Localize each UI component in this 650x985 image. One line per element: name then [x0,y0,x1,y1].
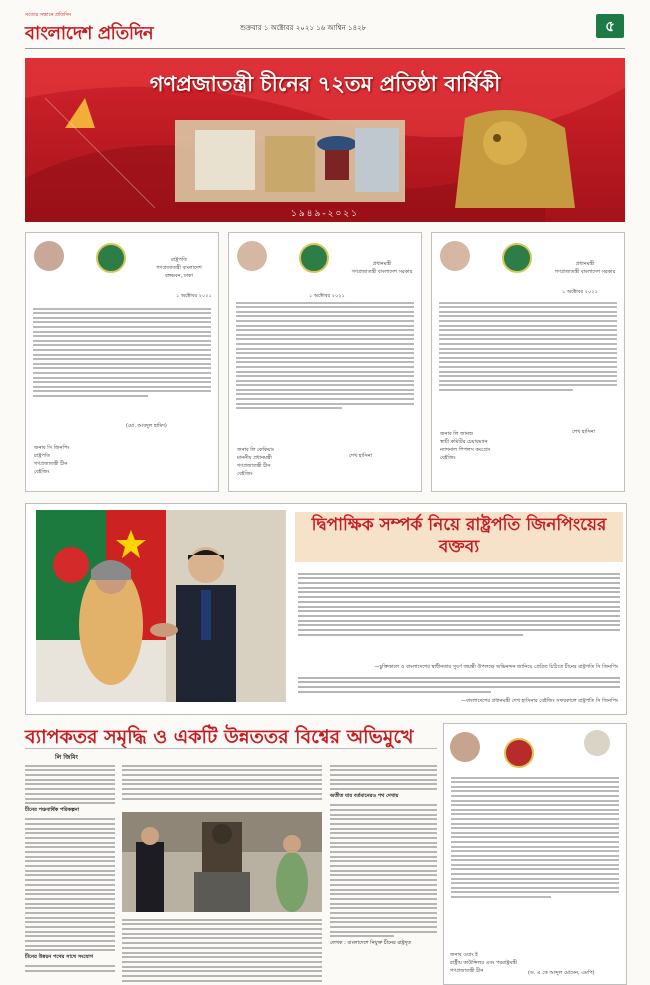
message-role: রাষ্ট্রপতি গণপ্রজাতন্ত্রী বাংলাদেশ বঙ্গভবন, ঢাকা [156,257,202,279]
article-byline: লি জিমিং [55,754,78,761]
president-photo [34,241,64,271]
message-signature: (ড. এ কে আব্দুল মোমেন, এমপি) [528,970,595,976]
masthead-tagline: সত্যের সন্ধানে প্রতিদিন [25,12,72,18]
leaders-handshake-photo [36,510,286,702]
article-subheading: অতীত যার বর্তমানেরও পথ দেখায় [330,793,399,800]
message-role: প্রধানমন্ত্রী গণপ্রজাতন্ত্রী বাংলাদেশ সরকার [554,261,616,275]
message-recipient: জনাব সি জিনপিং রাষ্ট্রপতি গণপ্রজাতন্ত্রী চীন বেইজিং [34,445,70,475]
statue-meeting-illustration [122,812,322,912]
message-date: ১ অক্টোবর ২০২১ [176,293,212,299]
ministry-seal-icon [504,738,534,768]
minister-photo [450,732,480,762]
state-seal-icon [96,243,126,273]
message-date: ১ অক্টোবর ২০২১ [309,293,345,299]
message-role: প্রধানমন্ত্রী গণপ্রজাতন্ত্রী বাংলাদেশ সরকার [351,261,413,275]
newspaper-logo[interactable]: বাংলাদেশ প্রতিদিন [25,23,154,44]
state-seal-icon [502,243,532,273]
message-recipient: জনাব লি কেকিয়াং মাননীয় প্রধানমন্ত্রী গণপ্রজাতন্ত্রী চীন বেইজিং [237,447,275,477]
message-foreign-minister [443,723,627,985]
dateline: শুক্রবার ১ অক্টোবর ২০২১ ১৬ আশ্বিন ১৪২৮ [240,24,367,32]
page-number-badge: ৫ [596,14,624,38]
message-recipient: জনাব ওয়াং ই রাষ্ট্রীয় কাউন্সিলর এবং পররাষ্ট্রমন্ত্রী গণপ্রজাতন্ত্রী চীন [450,952,518,974]
article-column-2b [122,916,322,984]
article-subheading: চীনের উন্নয়ন পথের সাথে সংযোগ [25,954,93,961]
message-signature: শেখ হাসিনা [349,453,373,459]
message-body [432,299,624,393]
feature-quote-body-2 [298,674,620,695]
article-writer-note: লেখক : বাংলাদেশে নিযুক্ত চীনের রাষ্ট্রদূত [330,940,412,947]
message-body [26,305,218,399]
anniversary-banner [25,58,625,222]
masthead-divider [25,48,625,49]
state-seal-icon [299,243,329,273]
article-column-2 [122,762,322,802]
message-prime-minister-1 [228,232,422,492]
handshake-illustration [36,510,286,702]
prime-minister-photo [237,241,267,271]
emblem-icon [584,730,610,756]
article-subheading: চীনের পঞ্চবার্ষিক পরিকল্পনা [25,807,80,814]
prime-minister-photo [440,241,470,271]
feature-quote-body-1 [298,570,620,638]
message-body [444,774,626,901]
banner-years: ১৯৪৯-২০২১ [290,209,359,219]
article-column-3 [330,762,437,948]
message-recipient: জনাব লি জানশু স্থায়ী কমিটির চেয়ারম্যান ন্যাশনাল পিপলস কংগ্রেস বেইজিং [440,431,491,461]
feature-quote-attribution-1: —চুক্তিকালে ও বাংলাদেশের স্বাধীনতার সুবর্ণ জয়ন্তী উপলক্ষে অভিনন্দন জানিয়ে প্রেরিত চিঠিতে চীনের রাষ্ট্রপতি সি জিনপিং [374,664,618,670]
article-headline: ব্যাপকতর সমৃদ্ধি ও একটি উন্নততর বিশ্বের অভিমুখে [25,726,414,748]
article-divider [25,748,437,749]
message-body [229,299,421,412]
masthead [0,0,650,64]
message-prime-minister-2 [431,232,625,492]
banner-title: গণপ্রজাতন্ত্রী চীনের ৭২তম প্রতিষ্ঠা বার্ষিকী [149,72,501,96]
message-signature: (মো. আবদুল হামিদ) [126,423,167,429]
article-column-1 [25,762,115,975]
message-president [25,232,219,492]
message-signature: শেখ হাসিনা [572,429,596,435]
message-date: ১ অক্টোবর ২০২১ [562,289,598,295]
article-photo [122,812,322,912]
feature-headline: দ্বিপাক্ষিক সম্পর্ক নিয়ে রাষ্ট্রপতি জিনপিংয়ের বক্তব্য [311,515,607,557]
feature-quote-attribution-2: —বাংলাদেশের প্রধানমন্ত্রী শেখ হাসিনার বেইজিং সফরকালে রাষ্ট্রপতি সি জিনপিং [461,698,618,704]
